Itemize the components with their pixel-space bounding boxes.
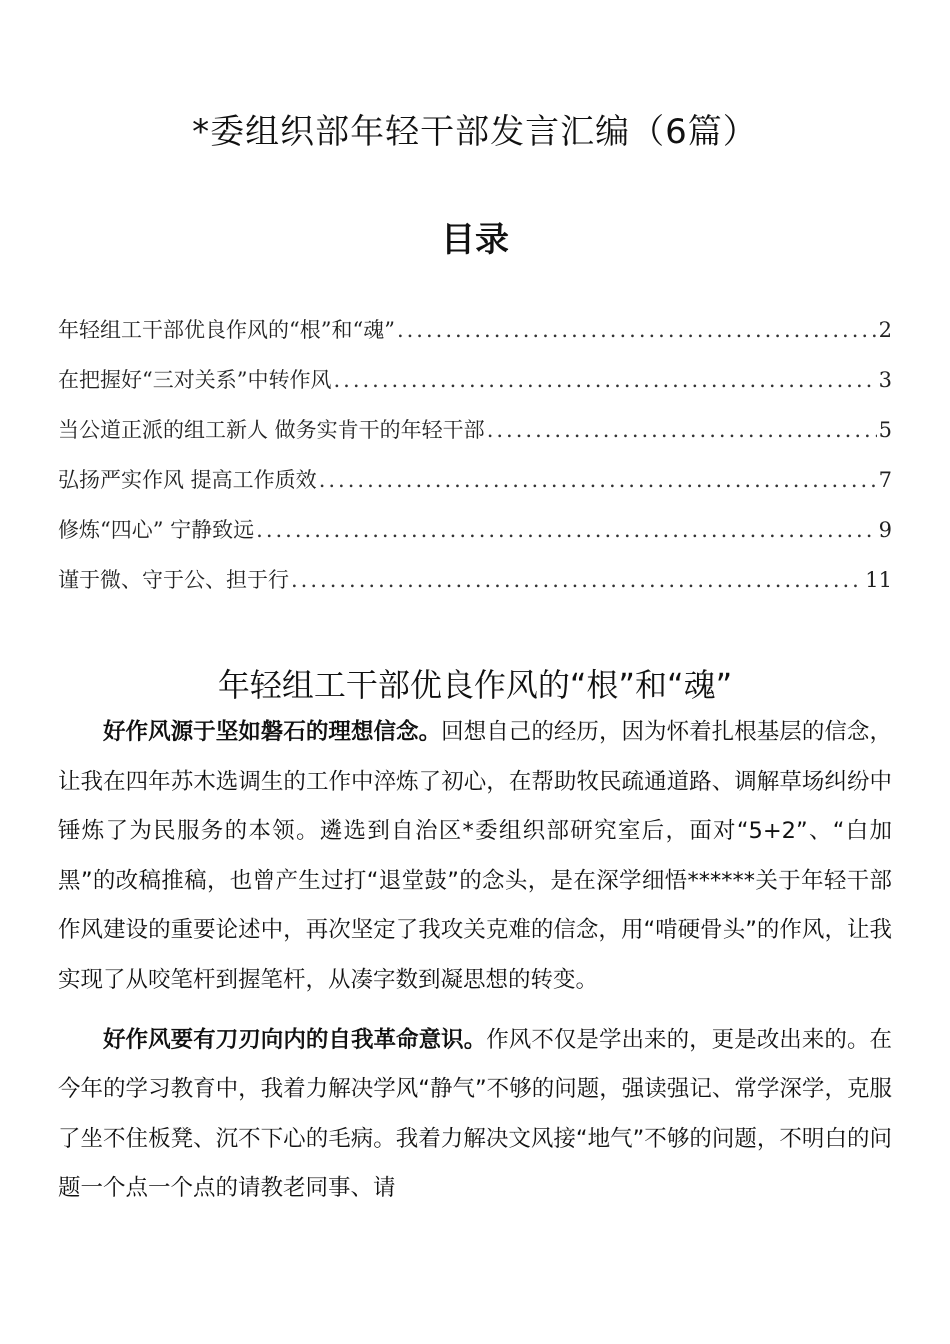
body-paragraph — [58, 1016, 892, 1214]
toc-dot-leader — [256, 518, 876, 542]
document-title: *委组织部年轻干部发言汇编（6篇） — [192, 112, 758, 152]
toc-entry[interactable] — [58, 414, 892, 464]
toc-entry[interactable] — [58, 364, 892, 414]
toc-dot-leader — [333, 368, 876, 392]
toc-heading: 目录 — [441, 220, 509, 260]
section-body — [58, 708, 892, 1224]
toc-entry[interactable] — [58, 314, 892, 364]
table-of-contents — [58, 314, 892, 614]
toc-entry-title: 谨于微、守于公、担于行 — [58, 568, 289, 592]
toc-entry-page: 3 — [878, 368, 892, 392]
toc-entry-page: 9 — [878, 518, 892, 542]
toc-dot-leader — [397, 318, 877, 342]
section-title: 年轻组工干部优良作风的“根”和“魂” — [217, 666, 733, 704]
toc-entry-page: 11 — [865, 568, 892, 592]
toc-dot-leader — [291, 568, 863, 592]
toc-dot-leader — [487, 418, 877, 442]
toc-entry-page: 5 — [878, 418, 892, 442]
toc-entry-title: 当公道正派的组工新人 做务实肯干的年轻干部 — [58, 418, 485, 442]
paragraph-text: 回想自己的经历，因为怀着扎根基层的信念，让我在四年苏木选调生的工作中淬炼了初心，在帮助牧民疏通道路、调解草场纠纷中锤炼了为民服务的本领。遴选到自治区*委组织部研究室后，面对“5+2”、“白加黑”的改稿推稿，也曾产生过打“退堂鼓”的念头，是在深学细悟******关于年轻干部作风建设的重要论述中，再次坚定了我攻关克难的信念，用“啃硬骨头”的作风，让我实现了从咬笔杆到握笔杆，从凑字数到凝思想的转变。 — [58, 719, 892, 993]
paragraph-lead: 好作风源于坚如磐石的理想信念。 — [103, 719, 442, 745]
toc-entry-page: 7 — [878, 468, 892, 492]
toc-entry[interactable] — [58, 464, 892, 514]
toc-entry-page: 2 — [878, 318, 892, 342]
toc-entry-title: 在把握好“三对关系”中转作风 — [58, 368, 332, 392]
paragraph-text: 作风不仅是学出来的，更是改出来的。在今年的学习教育中，我着力解决学风“静气”不够的问题，强读强记、常学深学，克服了坐不住板凳、沉不下心的毛病。我着力解决文风接“地气”不够的问题，不明白的问题一个点一个点的请教老同事、请 — [58, 1026, 892, 1202]
toc-dot-leader — [319, 468, 877, 492]
toc-entry-title: 弘扬严实作风 提高工作质效 — [58, 468, 317, 492]
toc-entry[interactable] — [58, 514, 892, 564]
toc-entry-title: 修炼“四心” 宁静致远 — [58, 518, 255, 542]
toc-entry-title: 年轻组工干部优良作风的“根”和“魂” — [58, 318, 395, 342]
body-paragraph — [58, 708, 892, 1006]
paragraph-lead: 好作风要有刀刃向内的自我革命意识。 — [103, 1026, 487, 1053]
toc-entry[interactable] — [58, 564, 892, 614]
